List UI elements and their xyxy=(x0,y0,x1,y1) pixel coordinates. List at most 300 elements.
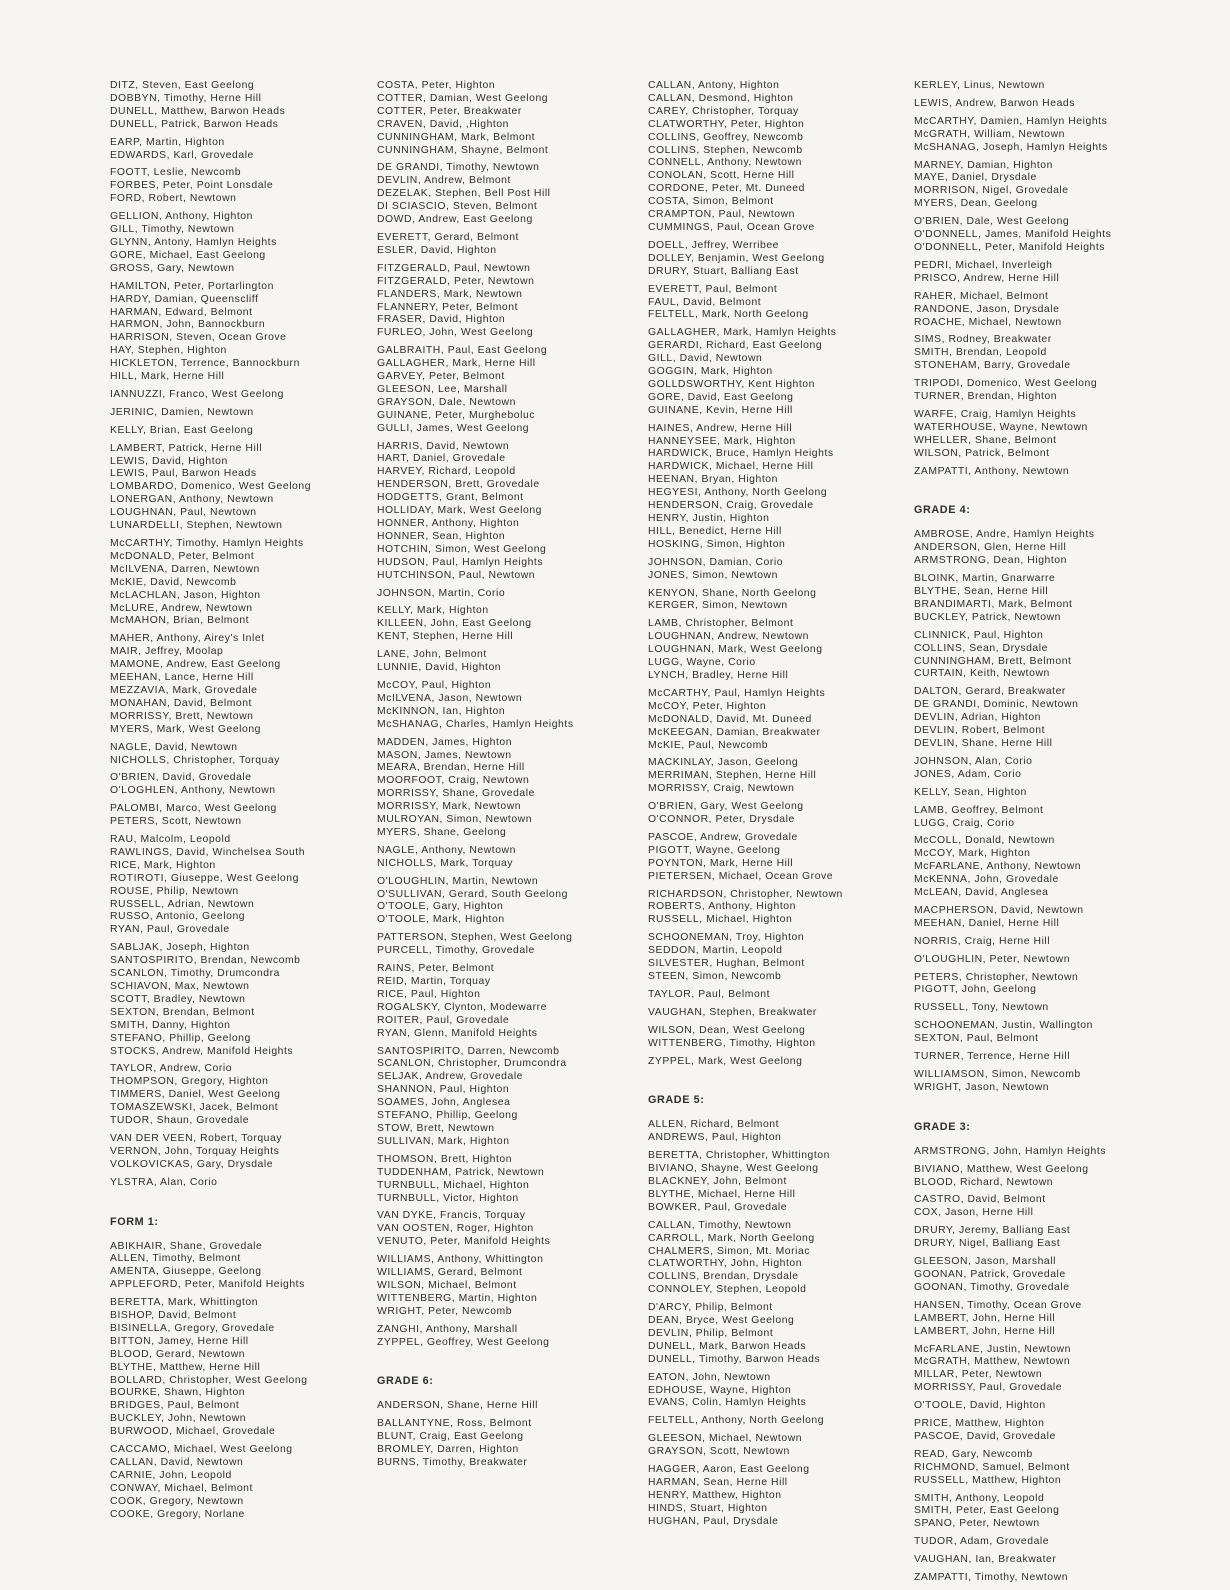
student-entry: THOMPSON, Gregory, Highton xyxy=(110,1076,269,1088)
student-entry: BURNS, Timothy, Breakwater xyxy=(377,1457,528,1468)
student-entry: McGRATH, Matthew, Newtown xyxy=(914,1356,1071,1368)
name-group xyxy=(110,633,350,736)
student-entry: O'LOUGHLIN, Peter, Newtown xyxy=(914,953,1071,965)
student-entry: McGRATH, William, Newtown xyxy=(914,128,1065,140)
student-entry: WHELLER, Shane, Belmont xyxy=(914,434,1057,446)
student-entry: COTTER, Peter, Breakwater xyxy=(377,105,522,117)
name-group xyxy=(914,260,1154,286)
name-group xyxy=(914,573,1154,625)
name-group xyxy=(377,1254,617,1319)
name-group xyxy=(914,466,1154,479)
student-entry: GALLAGHER, Mark, Hamlyn Heights xyxy=(648,327,837,339)
student-entry: MAIR, Jeffrey, Moolap xyxy=(110,646,224,658)
student-entry: HARRIS, David, Newtown xyxy=(377,440,510,452)
name-group xyxy=(648,801,888,827)
name-group xyxy=(914,1069,1154,1095)
student-entry: DEVLIN, Shane, Herne Hill xyxy=(914,737,1053,749)
student-entry: HARDWICK, Bruce, Hamlyn Heights xyxy=(648,448,834,460)
name-group xyxy=(648,932,888,984)
student-entry: SCHIAVON, Max, Newtown xyxy=(110,981,250,992)
student-entry: HENDERSON, Brett, Grovedale xyxy=(377,479,540,491)
student-entry: CALLAN, Timothy, Newtown xyxy=(648,1219,792,1231)
student-entry: FURLEO, John, West Geelong xyxy=(377,327,534,339)
student-entry: VOLKOVICKAS, Gary, Drysdale xyxy=(110,1158,274,1170)
student-entry: GOONAN, Timothy, Grovedale xyxy=(914,1281,1070,1293)
student-entry: SEXTON, Brendan, Belmont xyxy=(110,1006,255,1018)
name-group xyxy=(377,737,617,840)
student-entry: LAMBERT, John, Herne Hill xyxy=(914,1312,1056,1324)
student-entry: DUNELL, Mark, Barwon Heads xyxy=(648,1340,807,1352)
student-entry: SCHOONEMAN, Troy, Highton xyxy=(648,932,805,944)
student-entry: SHANNON, Paul, Highton xyxy=(377,1084,510,1096)
student-entry: SCANLON, Timothy, Drumcondra xyxy=(110,968,280,980)
student-entry: SULLIVAN, Mark, Highton xyxy=(377,1135,510,1147)
student-entry: WITTENBERG, Martin, Highton xyxy=(377,1292,538,1304)
student-entry: LYNCH, Bradley, Herne Hill xyxy=(648,669,789,681)
name-group xyxy=(648,1464,888,1529)
column-1 xyxy=(110,80,350,1527)
student-entry: SOAMES, John, Anglesea xyxy=(377,1097,511,1109)
name-group xyxy=(648,757,888,796)
name-group xyxy=(110,443,350,533)
student-entry: O'BRIEN, David, Grovedale xyxy=(110,772,252,784)
student-entry: McKEEGAN, Damian, Breakwater xyxy=(648,726,821,738)
name-group xyxy=(914,1002,1154,1015)
name-group xyxy=(914,116,1154,155)
student-entry: MEZZAVIA, Mark, Grovedale xyxy=(110,684,258,696)
student-entry: FITZGERALD, Peter, Newtown xyxy=(377,275,535,287)
student-entry: KELLY, Mark, Highton xyxy=(377,605,489,617)
student-entry: O'BRIEN, Dale, West Geelong xyxy=(914,216,1070,228)
student-entry: CASTRO, David, Belmont xyxy=(914,1194,1046,1206)
student-entry: COSTA, Peter, Highton xyxy=(377,80,496,91)
student-entry: HAMILTON, Peter, Portarlington xyxy=(110,280,274,292)
name-group xyxy=(914,686,1154,751)
name-group xyxy=(914,630,1154,682)
student-entry: CLINNICK, Paul, Highton xyxy=(914,629,1044,641)
student-entry: CHALMERS, Simon, Mt. Moriac xyxy=(648,1245,811,1257)
student-entry: O'TOOLE, David, Highton xyxy=(914,1400,1046,1412)
name-group xyxy=(377,162,617,227)
student-entry: RAHER, Michael, Belmont xyxy=(914,290,1049,302)
student-entry: ALLEN, Timothy, Belmont xyxy=(110,1253,241,1265)
student-entry: McLURE, Andrew, Newtown xyxy=(110,602,253,614)
name-group xyxy=(914,1020,1154,1046)
student-entry: ROBERTS, Anthony, Highton xyxy=(648,901,796,913)
section-heading: FORM 1: xyxy=(110,1215,159,1228)
name-group xyxy=(914,409,1154,461)
student-entry: FITZGERALD, Paul, Newtown xyxy=(377,262,531,274)
student-entry: CALLAN, Antony, Highton xyxy=(648,80,780,91)
name-group xyxy=(914,1300,1154,1339)
student-entry: TUDOR, Shaun, Grovedale xyxy=(110,1115,250,1127)
student-entry: O'LOUGHLIN, Martin, Newtown xyxy=(377,875,539,887)
name-group xyxy=(914,80,1154,93)
name-group xyxy=(914,787,1154,800)
student-entry: GLEESON, Michael, Newtown xyxy=(648,1433,803,1445)
name-group xyxy=(110,211,350,276)
student-entry: CALLAN, Desmond, Highton xyxy=(648,92,794,104)
student-entry: ZYPPEL, Mark, West Geelong xyxy=(648,1055,803,1067)
student-entry: McCOY, Paul, Highton xyxy=(377,679,492,691)
student-entry: DRURY, Stuart, Balliang East xyxy=(648,265,799,277)
student-entry: LUGG, Wayne, Corio xyxy=(648,657,756,669)
student-entry: TUDOR, Adam, Grovedale xyxy=(914,1536,1050,1548)
name-group xyxy=(110,137,350,163)
student-entry: JERINIC, Damien, Newtown xyxy=(110,406,254,418)
student-entry: VAN DER VEEN, Robert, Torquay xyxy=(110,1132,283,1144)
name-group xyxy=(914,1051,1154,1064)
name-group xyxy=(914,378,1154,404)
student-entry: COLLINS, Sean, Drysdale xyxy=(914,642,1048,654)
student-entry: ROTIROTI, Giuseppe, West Geelong xyxy=(110,872,299,884)
student-entry: McDONALD, Peter, Belmont xyxy=(110,550,255,562)
student-entry: KENYON, Shane, North Geelong xyxy=(648,587,817,599)
name-group xyxy=(648,557,888,583)
student-entry: LUNARDELLI, Stephen, Newtown xyxy=(110,520,283,532)
student-entry: MYERS, Shane, Geelong xyxy=(377,826,507,838)
student-entry: GOONAN, Patrick, Grovedale xyxy=(914,1268,1066,1280)
student-entry: PASCOE, David, Grovedale xyxy=(914,1430,1056,1442)
name-group xyxy=(914,216,1154,255)
name-group xyxy=(914,936,1154,949)
student-entry: STEFANO, Phillip, Geelong xyxy=(377,1110,518,1122)
student-entry: RUSSELL, Matthew, Highton xyxy=(914,1474,1062,1486)
student-entry: DEAN, Bryce, West Geelong xyxy=(648,1315,795,1327)
student-entry: DOWD, Andrew, East Geelong xyxy=(377,214,533,226)
student-entry: KELLY, Brian, East Geelong xyxy=(110,424,254,436)
student-entry: DUNELL, Patrick, Barwon Heads xyxy=(110,118,279,130)
student-entry: CRAVEN, David, ,Highton xyxy=(377,118,509,130)
student-entry: CONNOLEY, Stephen, Leopold xyxy=(648,1284,807,1296)
student-entry: GELLION, Anthony, Highton xyxy=(110,211,253,223)
student-entry: WILSON, Dean, West Geelong xyxy=(648,1024,806,1036)
student-entry: VAUGHAN, Ian, Breakwater xyxy=(914,1554,1057,1566)
student-entry: GLEESON, Jason, Marshall xyxy=(914,1256,1056,1268)
student-entry: COTTER, Damian, West Geelong xyxy=(377,92,549,104)
student-entry: McMAHON, Brian, Belmont xyxy=(110,615,250,627)
column-3 xyxy=(648,80,888,1534)
student-entry: SPANO, Peter, Newtown xyxy=(914,1518,1040,1530)
student-entry: BLYTHE, Sean, Herne Hill xyxy=(914,586,1049,597)
student-entry: NAGLE, David, Newtown xyxy=(110,741,238,753)
student-entry: ZAMPATTI, Timothy, Newtown xyxy=(914,1572,1069,1584)
student-entry: TRIPODI, Domenico, West Geelong xyxy=(914,378,1098,390)
student-entry: SCHOONEMAN, Justin, Wallington xyxy=(914,1020,1093,1032)
student-entry: D'ARCY, Philip, Belmont xyxy=(648,1302,773,1314)
student-entry: LAMBERT, John, Herne Hill xyxy=(914,1325,1056,1337)
student-entry: CUMMINGS, Paul, Ocean Grove xyxy=(648,221,815,233)
student-entry: McCOY, Peter, Highton xyxy=(648,700,767,712)
student-entry: LOUGHNAN, Paul, Newtown xyxy=(110,507,257,519)
student-entry: McKIE, David, Newcomb xyxy=(110,576,237,588)
student-entry: BOLLARD, Christopher, West Geelong xyxy=(110,1374,308,1386)
student-entry: MAYE, Daniel, Drysdale xyxy=(914,172,1037,184)
student-entry: McLEAN, David, Anglesea xyxy=(914,887,1049,899)
student-entry: APPLEFORD, Peter, Manifold Heights xyxy=(110,1279,305,1291)
student-entry: FELTELL, Anthony, North Geelong xyxy=(648,1415,825,1427)
name-group xyxy=(377,263,617,340)
student-entry: O'DONNELL, James, Manifold Heights xyxy=(914,229,1112,241)
student-entry: SCANLON, Christopher, Drumcondra xyxy=(377,1058,567,1070)
name-group xyxy=(648,1433,888,1459)
student-entry: KELLY, Sean, Highton xyxy=(914,786,1027,798)
student-entry: GLEESON, Lee, Marshall xyxy=(377,383,508,395)
name-group xyxy=(377,932,617,958)
student-entry: MACPHERSON, David, Newtown xyxy=(914,904,1084,916)
student-entry: ANDERSON, Glen, Herne Hill xyxy=(914,542,1067,554)
student-entry: HAY, Stephen, Highton xyxy=(110,345,227,357)
name-group xyxy=(110,389,350,402)
student-entry: GILL, Timothy, Newtown xyxy=(110,224,235,236)
student-entry: DALTON, Gerard, Breakwater xyxy=(914,686,1066,698)
student-entry: ROUSE, Philip, Newtown xyxy=(110,885,239,897)
student-entry: WILLIAMSON, Simon, Newcomb xyxy=(914,1069,1081,1080)
student-entry: JOHNSON, Martin, Corio xyxy=(377,587,506,599)
name-group xyxy=(648,1150,888,1215)
student-entry: TURNER, Brendan, Highton xyxy=(914,391,1058,403)
student-entry: HUGHAN, Paul, Drysdale xyxy=(648,1515,779,1527)
name-group xyxy=(377,1154,617,1206)
student-entry: RUSSELL, Tony, Newtown xyxy=(914,1002,1049,1014)
student-entry: EVANS, Colin, Hamlyn Heights xyxy=(648,1397,807,1409)
student-entry: FOOTT, Leslie, Newcomb xyxy=(110,167,242,179)
student-entry: NORRIS, Craig, Herne Hill xyxy=(914,935,1051,947)
student-entry: BISINELLA, Gregory, Grovedale xyxy=(110,1322,275,1334)
student-entry: TAYLOR, Andrew, Corio xyxy=(110,1063,233,1075)
name-group xyxy=(914,1344,1154,1396)
name-group xyxy=(110,1297,350,1439)
student-entry: TAYLOR, Paul, Belmont xyxy=(648,988,771,1000)
student-entry: NICHOLLS, Mark, Torquay xyxy=(377,857,514,869)
name-group xyxy=(648,588,888,614)
student-entry: MORRISON, Nigel, Grovedale xyxy=(914,185,1069,197)
student-entry: CURTAIN, Keith, Newtown xyxy=(914,668,1050,680)
student-entry: SMITH, Brendan, Leopold xyxy=(914,347,1047,359)
student-entry: STONEHAM, Barry, Grovedale xyxy=(914,360,1071,372)
name-group xyxy=(377,441,617,583)
name-group xyxy=(110,1063,350,1128)
student-entry: DE GRANDI, Timothy, Newtown xyxy=(377,162,540,174)
name-group xyxy=(914,291,1154,330)
column-2 xyxy=(377,80,617,1475)
section-heading: GRADE 4: xyxy=(914,504,971,517)
student-entry: RICE, Paul, Highton xyxy=(377,988,481,1000)
student-entry: LONERGAN, Anthony, Newtown xyxy=(110,494,274,506)
name-group xyxy=(377,605,617,644)
student-entry: O'SULLIVAN, Gerard, South Geelong xyxy=(377,888,568,900)
student-entry: ALLEN, Richard, Belmont xyxy=(648,1119,780,1131)
student-entry: SEXTON, Paul, Belmont xyxy=(914,1033,1039,1045)
student-entry: BLOOD, Richard, Newtown xyxy=(914,1176,1054,1188)
student-entry: FELTELL, Mark, North Geelong xyxy=(648,309,809,321)
student-entry: O'TOOLE, Mark, Highton xyxy=(377,914,505,926)
student-entry: TOMASZEWSKI, Jacek, Belmont xyxy=(110,1102,279,1114)
student-entry: MYERS, Dean, Geelong xyxy=(914,198,1038,210)
name-group xyxy=(110,772,350,798)
student-entry: HENRY, Justin, Highton xyxy=(648,513,770,524)
student-entry: SMITH, Anthony, Leopold xyxy=(914,1492,1045,1504)
student-entry: McSHANAG, Joseph, Hamlyn Heights xyxy=(914,141,1108,153)
student-entry: RICE, Mark, Highton xyxy=(110,859,216,871)
student-entry: WATERHOUSE, Wayne, Newtown xyxy=(914,421,1088,433)
student-entry: BLACKNEY, John, Belmont xyxy=(648,1175,787,1187)
student-entry: PETERS, Christopher, Newtown xyxy=(914,971,1079,983)
student-entry: RAWLINGS, David, Winchelsea South xyxy=(110,846,306,858)
student-entry: BALLANTYNE, Ross, Belmont xyxy=(377,1418,532,1430)
student-entry: LAMB, Geoffrey, Belmont xyxy=(914,804,1044,816)
student-entry: CORDONE, Peter, Mt. Duneed xyxy=(648,183,805,195)
student-entry: SILVESTER, Hughan, Belmont xyxy=(648,958,805,970)
student-entry: MORRISSY, Craig, Newtown xyxy=(648,783,795,795)
student-entry: SANTOSPIRITO, Brendan, Newcomb xyxy=(110,955,301,967)
name-group xyxy=(110,834,350,937)
student-entry: FLANDERS, Mark, Newtown xyxy=(377,288,523,300)
student-entry: MAHER, Anthony, Airey's Inlet xyxy=(110,633,265,645)
student-entry: CAREY, Christopher, Torquay xyxy=(648,105,799,117)
student-entry: HARMAN, Sean, Herne Hill xyxy=(648,1477,788,1488)
student-entry: McKINNON, Ian, Highton xyxy=(377,705,506,717)
name-group xyxy=(110,803,350,829)
student-entry: ROITER, Paul, Grovedale xyxy=(377,1014,510,1026)
student-entry: BRANDIMARTI, Mark, Belmont xyxy=(914,598,1073,610)
student-entry: DEVLIN, Andrew, Belmont xyxy=(377,175,511,187)
student-entry: MORRISSY, Shane, Grovedale xyxy=(377,788,535,800)
student-entry: FRASER, David, Highton xyxy=(377,314,506,326)
student-entry: BERETTA, Christopher, Whittington xyxy=(648,1150,830,1162)
student-entry: HUDSON, Paul, Hamlyn Heights xyxy=(377,556,544,568)
name-group xyxy=(110,1133,350,1172)
student-entry: HARVEY, Richard, Leopold xyxy=(377,466,516,478)
student-entry: GOGGIN, Mark, Highton xyxy=(648,366,773,378)
student-entry: DUNELL, Timothy, Barwon Heads xyxy=(648,1353,821,1365)
student-entry: KILLEEN, John, East Geelong xyxy=(377,618,532,630)
student-entry: PEDRI, Michael, Inverleigh xyxy=(914,259,1053,271)
student-entry: O'BRIEN, Gary, West Geelong xyxy=(648,801,804,813)
student-entry: PATTERSON, Stephen, West Geelong xyxy=(377,932,573,944)
student-entry: BERETTA, Mark, Whittington xyxy=(110,1297,259,1309)
name-group xyxy=(377,876,617,928)
student-entry: DOELL, Jeffrey, Werribee xyxy=(648,239,780,251)
student-entry: SABLJAK, Joseph, Highton xyxy=(110,942,250,954)
student-entry: FLANNERY, Peter, Belmont xyxy=(377,301,519,313)
student-entry: McLACHLAN, Jason, Highton xyxy=(110,589,261,601)
student-entry: LEWIS, David, Highton xyxy=(110,455,228,467)
student-entry: HOLLIDAY, Mark, West Geelong xyxy=(377,505,542,517)
student-entry: WITTENBERG, Timothy, Highton xyxy=(648,1037,816,1049)
student-entry: LOUGHNAN, Mark, West Geelong xyxy=(648,644,823,656)
student-entry: HOTCHIN, Simon, West Geelong xyxy=(377,543,547,555)
student-entry: CACCAMO, Michael, West Geelong xyxy=(110,1444,293,1456)
student-entry: GORE, David, East Geelong xyxy=(648,391,794,403)
name-group xyxy=(648,1119,888,1145)
student-entry: REID, Martin, Torquay xyxy=(377,976,491,987)
student-entry: RUSSELL, Michael, Highton xyxy=(648,914,793,926)
student-entry: MORRISSY, Paul, Grovedale xyxy=(914,1382,1063,1394)
name-group xyxy=(914,1536,1154,1549)
student-entry: SANTOSPIRITO, Darren, Newcomb xyxy=(377,1045,560,1057)
section-heading: GRADE 5: xyxy=(648,1094,705,1107)
student-entry: BURWOOD, Michael, Grovedale xyxy=(110,1426,276,1438)
student-entry: RICHMOND, Samuel, Belmont xyxy=(914,1461,1070,1473)
student-entry: DUNELL, Matthew, Barwon Heads xyxy=(110,105,286,117)
student-entry: MEARA, Brendan, Herne Hill xyxy=(377,762,525,774)
student-entry: PRICE, Matthew, Highton xyxy=(914,1418,1045,1430)
student-entry: GRAYSON, Scott, Newtown xyxy=(648,1446,790,1458)
name-group xyxy=(648,1007,888,1020)
student-entry: TIMMERS, Daniel, West Geelong xyxy=(110,1089,281,1101)
name-group xyxy=(110,1177,350,1190)
student-entry: PIETERSEN, Michael, Ocean Grove xyxy=(648,870,834,882)
student-entry: HEENAN, Bryan, Highton xyxy=(648,474,778,486)
student-entry: KENT, Stephen, Herne Hill xyxy=(377,631,514,643)
name-group xyxy=(110,167,350,206)
name-group xyxy=(914,334,1154,373)
student-entry: JONES, Simon, Newtown xyxy=(648,569,778,581)
student-entry: COLLINS, Geoffrey, Newcomb xyxy=(648,131,804,143)
student-entry: EVERETT, Paul, Belmont xyxy=(648,283,778,295)
student-entry: CUNNINGHAM, Shayne, Belmont xyxy=(377,144,549,156)
name-group xyxy=(377,232,617,258)
student-entry: EARP, Martin, Highton xyxy=(110,136,225,148)
student-entry: VERNON, John, Torquay Heights xyxy=(110,1145,280,1157)
student-entry: COX, Jason, Herne Hill xyxy=(914,1207,1034,1219)
student-entry: CONWAY, Michael, Belmont xyxy=(110,1482,253,1494)
student-entry: ARMSTRONG, John, Hamlyn Heights xyxy=(914,1145,1107,1157)
student-entry: POYNTON, Mark, Herne Hill xyxy=(648,857,794,869)
student-entry: DOBBYN, Timothy, Herne Hill xyxy=(110,92,262,104)
name-group xyxy=(110,1241,350,1293)
student-entry: NICHOLLS, Christopher, Torquay xyxy=(110,754,280,766)
student-entry: GLYNN, Antony, Hamlyn Heights xyxy=(110,236,277,248)
student-entry: MACKINLAY, Jason, Geelong xyxy=(648,757,799,769)
student-entry: MORRISSY, Brett, Newtown xyxy=(110,710,254,722)
student-entry: DEVLIN, Adrian, Highton xyxy=(914,712,1042,724)
name-group xyxy=(914,160,1154,212)
student-entry: DI SCIASCIO, Steven, Belmont xyxy=(377,201,538,213)
name-group xyxy=(377,588,617,601)
student-entry: COOK, Gregory, Newtown xyxy=(110,1495,244,1507)
name-group xyxy=(914,98,1154,111)
name-group xyxy=(914,1146,1154,1159)
student-entry: STEFANO, Phillip, Geelong xyxy=(110,1032,251,1044)
student-entry: HARDWICK, Michael, Herne Hill xyxy=(648,461,814,473)
name-group xyxy=(914,1418,1154,1444)
student-entry: GALLAGHER, Mark, Herne Hill xyxy=(377,358,536,370)
student-entry: WILSON, Michael, Belmont xyxy=(377,1279,517,1291)
student-entry: CONNELL, Anthony, Newtown xyxy=(648,157,802,169)
student-entry: CALLAN, David, Newtown xyxy=(110,1457,244,1468)
student-entry: VAN OOSTEN, Roger, Highton xyxy=(377,1223,534,1235)
name-group xyxy=(914,1164,1154,1190)
student-entry: JOHNSON, Alan, Corio xyxy=(914,755,1033,767)
student-entry: FAUL, David, Belmont xyxy=(648,296,762,308)
student-entry: KERGER, Simon, Newtown xyxy=(648,600,788,612)
student-entry: McCARTHY, Timothy, Hamlyn Heights xyxy=(110,538,304,549)
student-entry: RUSSELL, Adrian, Newtown xyxy=(110,898,255,910)
section-heading: GRADE 6: xyxy=(377,1375,434,1388)
student-entry: SELJAK, Andrew, Grovedale xyxy=(377,1071,524,1083)
student-entry: GRAYSON, Dale, Newtown xyxy=(377,396,516,408)
student-entry: SEDDON, Martin, Leopold xyxy=(648,945,783,957)
student-entry: McFARLANE, Justin, Newtown xyxy=(914,1343,1071,1355)
student-entry: McSHANAG, Charles, Hamlyn Heights xyxy=(377,718,574,730)
name-group xyxy=(110,281,350,384)
name-group xyxy=(914,1572,1154,1585)
student-entry: HANSEN, Timothy, Ocean Grove xyxy=(914,1299,1082,1311)
student-entry: BLYTHE, Michael, Herne Hill xyxy=(648,1188,796,1200)
name-group xyxy=(648,327,888,417)
